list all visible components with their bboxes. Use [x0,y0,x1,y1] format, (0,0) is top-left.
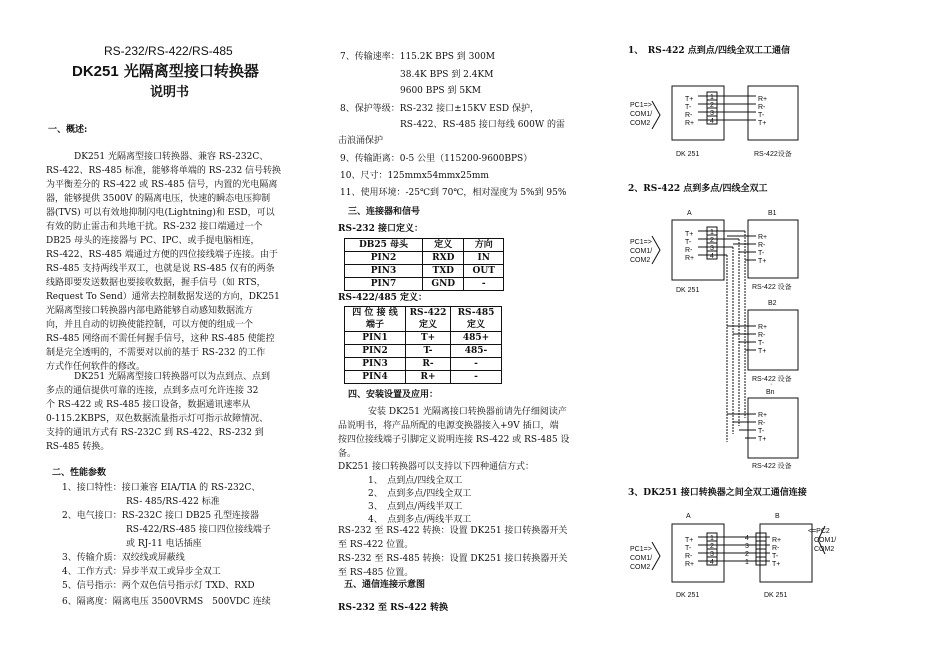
d2-com2: COM2 [630,257,651,264]
para1-line: 制是完全透明的，不需要对以前的基于 RS-232 的工作 [46,348,266,358]
param-line: 38.4K BPS 到 2.4KM [400,70,494,80]
d2-label-bn: Bn [766,389,775,396]
d3-pin-b: T- [772,553,779,560]
param-line: 7、传输速率：115.2K BPS 到 300M [340,52,496,62]
d2-b1-pin: T- [758,250,765,257]
para1-line: 为平衡差分的 RS-422 或 RS-485 信号，内置的光电隔离 [46,180,278,190]
d1-com1: COM1/ [630,111,653,118]
para1-line: 方式作任何软件的修改。 [46,362,146,372]
para2-line: DK251 光隔离型接口转换器可以为点到点、点到 [74,372,270,382]
intro-line: 品说明书，将产品所配的电源变换器接入+9V 插口，端 [338,421,559,431]
rs232-table-label: RS-232 接口定义： [338,224,423,234]
table-header-cell: DB25 母头 [345,239,423,252]
d3-pin-b: R+ [772,537,782,544]
d2-b2-pin: T+ [758,348,767,355]
param-line: 1、接口特性：接口兼容 EIA/TIA 的 RS-232C、 [62,483,261,493]
table-cell: R- [406,358,451,371]
table-header-cell: RS-485 定义 [451,307,502,332]
d1-num: 4 [710,118,714,125]
title-standards: RS-232/RS-422/RS-485 [104,44,233,58]
d3-num-b: 3 [745,543,749,550]
intro-line: 安装 DK251 光隔离接口转换器前请先仔细阅读产 [368,407,567,417]
d1-dev-pin: T+ [758,120,767,127]
d3-pin-b: T+ [772,561,781,568]
d2-b1-device-label: RS-422 设备 [752,284,792,291]
para2-line: RS-485 转换。 [46,442,110,452]
rs422-table-label: RS-422/485 定义： [338,293,428,303]
para1-line: 器，能够提供 3500V 的隔离电压，快速的瞬态电压抑制 [46,194,271,204]
table-cell: R+ [406,371,451,384]
table-cell: PIN2 [345,345,406,358]
section3-heading: 三、连接器和信号 [348,207,421,217]
d2-bn-pin: T- [758,428,765,435]
d2-b1-pin: R+ [758,234,768,241]
param-line: 9、传输距离：0-5 公里（115200-9600BPS） [340,154,533,164]
param-line: RS-422、RS-485 接口每线 600W 的雷 [400,120,565,130]
d2-pin: T- [685,239,692,246]
param-line: 4、工作方式：异步半双工或异步全双工 [62,567,221,577]
d2-num: 1 [710,229,714,236]
d3-com2: COM2 [630,564,651,571]
d3-num: 3 [710,551,714,558]
d1-num: 2 [710,102,714,109]
para1-line: RS-422、RS-485 端通过方便的四位接线端子连接。由于 [46,250,278,260]
d3-pc1-arrow [652,542,660,570]
d1-num: 1 [710,94,714,101]
para1-line: 光隔离型接口转换器内部电路能够自动感知数据流方 [46,306,254,316]
table-cell: T+ [406,332,451,345]
param-line: 5、信号指示：两个双色信号指示灯 TXD、RXD [62,581,255,591]
table-cell: IN [464,252,504,265]
d2-label-b2: B2 [768,300,777,307]
d2-num: 4 [710,253,714,260]
param-line: 10、尺寸：125mmx54mmx25mm [340,171,489,181]
switch-line: 至 RS-485 位置。 [338,568,414,578]
section2-heading: 二、性能参数 [52,468,107,478]
d1-dk251-box [672,86,724,140]
d2-bus [727,231,745,442]
d2-pc1: PC1=> [630,239,652,246]
section4-heading: 四、安装设置及应用： [348,390,439,400]
param-line: 11、使用环境：-25℃到 70℃，相对湿度为 5%到 95% [340,188,567,198]
d1-dev-pin: R+ [758,96,768,103]
table-cell: PIN1 [345,332,406,345]
table-cell: GND [423,278,464,291]
d3-pin: T+ [685,537,694,544]
para1-line: 向，并且自动的切换使能控制，可以方便的组成一个 [46,320,254,330]
d1-num: 3 [710,110,714,117]
d2-pin: T+ [685,231,694,238]
d1-com2: COM2 [630,120,651,127]
mode-item: 4、 点到多点/两线半双工 [368,515,472,525]
d1-pc1: PC1=> [630,102,652,109]
table-cell: PIN7 [345,278,423,291]
d2-drop-b1 [727,236,756,260]
d2-b1-pin: T+ [758,258,767,265]
d2-bn-pin: T+ [758,436,767,443]
d2-label-b1: B1 [768,210,777,217]
d1-device-box [748,86,798,140]
d1-dk251-label: DK 251 [676,151,700,158]
para1-line: 器(TVS) 可以有效地抑制闪电(Lightning)和 ESD，可以 [46,208,275,218]
param-line: 6、隔离度：隔离电压 3500VRMS 500VDC 连续 [62,597,271,607]
table-cell: PIN2 [345,252,423,265]
section5-heading: 五、通信连接示意图 [344,580,426,590]
param-line: RS-422/RS-485 接口四位接线端子 [126,525,271,535]
param-line: 3、传输介质：双绞线或屏蔽线 [62,553,185,563]
param-line: 9600 BPS 到 5KM [400,86,481,96]
title-name: 光隔离型接口转换器 [118,62,259,80]
d2-ellipsis: · [770,381,773,388]
d2-dk251-label: DK 251 [676,287,700,294]
d3-com2-right: COM2 [814,546,835,553]
d2-b2-pin: R+ [758,324,768,331]
d3-label-a: A [686,513,691,520]
table-cell: - [451,371,502,384]
table-cell: T- [406,345,451,358]
intro-line: 按四位接线端子引脚定义说明连接 RS-422 或 RS-485 设 [338,435,570,445]
table-header-cell: 四 位 接 线 端子 [345,307,406,332]
param-line: 击浪涌保护 [338,136,384,146]
switch-line: 至 RS-422 位置。 [338,540,414,550]
diagram3-title: 3、DK251 接口转换器之间全双工通信连接 [628,488,807,498]
d1-dev-pin: T- [758,112,765,119]
table-cell: OUT [464,265,504,278]
section5-subheading: RS-232 至 RS-422 转换 [338,603,449,613]
table-cell: - [451,358,502,371]
d1-pin: R+ [685,120,695,127]
section1-heading: 一、概述: [48,125,88,135]
d2-bn-pin: R+ [758,412,768,419]
d2-b2-pin: T- [758,340,765,347]
d1-pc-arrow [652,101,660,129]
d2-pin: R+ [685,255,695,262]
d2-device-b2 [748,310,798,370]
para1-line: DK251 光隔离型接口转换器、兼容 RS-232C、 [74,152,269,162]
diagram2-title: 2、RS-422 点到多点/四线全双工 [628,184,768,194]
table-cell: PIN3 [345,265,423,278]
switch-line: RS-232 至 RS-485 转换：设置 DK251 接口转换器开关 [338,554,568,564]
d2-num: 2 [710,237,714,244]
table-cell: PIN3 [345,358,406,371]
d3-pin-b: R- [772,545,780,552]
param-line: RS- 485/RS-422 标准 [126,497,220,507]
d3-label-b: B [775,513,780,520]
para1-line: RS-485 支持两线半双工，也就是说 RS-485 仅有的两条 [46,264,275,274]
para2-line: 个 RS-422 或 RS-485 接口设备，数据通讯速率从 [46,400,251,410]
switch-line: RS-232 至 RS-422 转换：设置 DK251 接口转换器开关 [338,526,568,536]
table-header-cell: 方向 [464,239,504,252]
para1-line: 线路即要发送数据也要接收数据，握手信号（如 RTS， [46,278,266,288]
d3-dk251-label-b: DK 251 [764,592,788,599]
table-cell: TXD [423,265,464,278]
d3-num-b: 1 [745,559,749,566]
param-line: 2、电气接口：RS-232C 接口 DB25 孔型连接器 [62,511,259,521]
d1-pin: R- [685,112,693,119]
param-line: 或 RJ-11 电话插座 [126,539,202,549]
para1-line: DB25 母头的连接器与 PC、IPC、或手提电脑相连， [46,236,260,246]
para1-line: RS-485 网络而不需任何握手信号，这种 RS-485 使能控 [46,334,275,344]
d3-pin: R- [685,553,693,560]
intro-line: 备。 [338,449,357,459]
modes-intro: DK251 接口转换器可以支持以下四种通信方式： [338,462,534,472]
table-header-cell: RS-422 定义 [406,307,451,332]
d2-num: 3 [710,245,714,252]
d2-drop-b2 [727,326,756,350]
d3-dk251-label-a: DK 251 [676,592,700,599]
table-header-cell: 定义 [423,239,464,252]
d2-label-a: A [687,210,692,217]
d3-num-b: 4 [745,535,749,542]
mode-item: 1、 点到点/四线全双工 [368,476,463,486]
d2-pc-arrow [652,236,660,264]
d3-com1: COM1/ [630,555,653,562]
table-cell: - [464,278,504,291]
title-model: DK251 [72,63,119,80]
d2-b1-pin: R- [758,242,766,249]
d1-device-label: RS-422设备 [754,151,792,158]
d3-pin: R+ [685,561,695,568]
table-cell: RXD [423,252,464,265]
d2-pin: R- [685,247,693,254]
para1-line: 有效的防止雷击和共地干扰。RS-232 接口端通过一个 [46,222,263,232]
d2-b2-pin: R- [758,332,766,339]
table-cell: 485- [451,345,502,358]
d1-pin: T+ [685,96,694,103]
d3-num-b: 2 [745,551,749,558]
para2-line: 支持的通讯方式有 RS-232C 到 RS-422、RS-232 到 [46,428,264,438]
d3-pin: T- [685,545,692,552]
para2-line: 0-115.2KBPS，双色数据流量指示灯可指示故障情况、 [46,414,269,424]
diagram1-title: 1、 RS-422 点到点/四线全双工工通信 [628,46,791,56]
d2-device-b1 [748,220,798,278]
d2-com1: COM1/ [630,248,653,255]
d2-b2-device-label: RS-422 设备 [752,376,792,383]
d2-bus-feed [698,231,745,255]
para2-line: 多点的通信提供可靠的连接，点到多点可允许连接 32 [46,386,259,396]
d2-dk251-box [672,220,724,280]
d2-device-bn [748,398,798,458]
d3-num: 2 [710,543,714,550]
d2-bn-pin: R- [758,420,766,427]
para1-line: Request To Send）通常去控制数据发送的方向，DK251 [46,292,280,302]
d3-pc1: PC1=> [630,546,652,553]
title-manual: 说明书 [150,85,190,100]
table-cell: 485+ [451,332,502,345]
table-cell: PIN4 [345,371,406,384]
d1-dev-pin: R- [758,104,766,111]
d3-num: 1 [710,535,714,542]
d3-pc2: <=PC2 [808,528,830,535]
d3-num: 4 [710,559,714,566]
mode-item: 3、 点到点/两线半双工 [368,502,463,512]
param-line: 8、保护等级：RS-232 接口±15KV ESD 保护， [340,104,539,114]
d2-drop-bn [727,414,756,438]
d2-bn-device-label: RS-422 设备 [752,463,792,470]
d3-com1-right: COM1/ [814,537,837,544]
para1-line: RS-422、RS-485 标准，能够将单端的 RS-232 信号转换 [46,166,282,176]
mode-item: 2、 点到多点/四线全双工 [368,489,472,499]
d1-pin: T- [685,104,692,111]
